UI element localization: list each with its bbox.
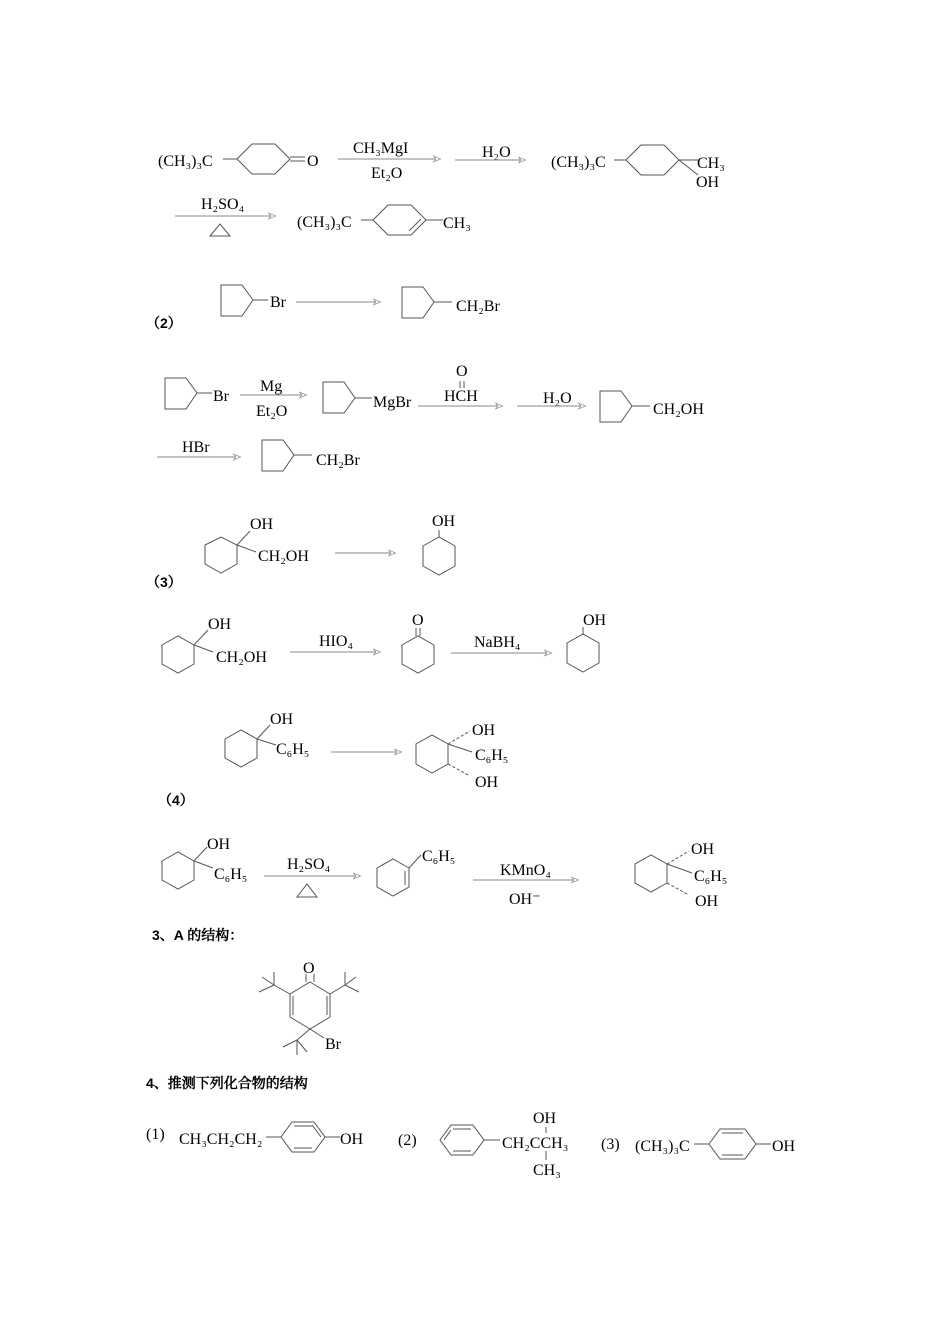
item2-oh: OH bbox=[533, 1110, 557, 1127]
p4-q-product-ph: C₆H₅ bbox=[475, 747, 509, 764]
section3 bbox=[152, 927, 359, 1055]
p2-q-br: Br bbox=[270, 294, 286, 311]
item3-group: (CH₃)₃C bbox=[635, 1138, 690, 1155]
item1-oh: OH bbox=[340, 1131, 364, 1148]
p2-formal-o: O bbox=[456, 363, 468, 380]
p4-reagent-kmno4: KMnO₄ bbox=[500, 862, 551, 879]
p4-reagent-base: OH⁻ bbox=[509, 891, 541, 908]
p1-product-oh: OH bbox=[696, 174, 720, 191]
p4-q-ph: C₆H₅ bbox=[276, 741, 310, 758]
a-bromine: Br bbox=[325, 1036, 341, 1053]
p4-q-product-oh1: OH bbox=[472, 722, 496, 739]
part4-scheme bbox=[158, 711, 727, 910]
heat-triangle-icon-2 bbox=[297, 884, 317, 897]
p2-reagent-water: H₂O bbox=[543, 390, 572, 407]
p4-q-oh: OH bbox=[270, 711, 294, 728]
p2-alcohol: CH₂OH bbox=[653, 401, 704, 418]
a-carbonyl-o: O bbox=[303, 960, 315, 977]
p3-product-oh: OH bbox=[583, 612, 607, 629]
p4-product-ring bbox=[635, 855, 667, 892]
p2-s1-br: Br bbox=[213, 388, 229, 405]
part3-scheme bbox=[146, 513, 607, 673]
a-structure-ring bbox=[290, 982, 330, 1029]
p1-reagent-acid: H₂SO₄ bbox=[201, 196, 245, 213]
p3-product-ring bbox=[567, 634, 599, 672]
p2-grignard: MgBr bbox=[373, 394, 412, 411]
item1-chain: CH₃CH₂CH₂ bbox=[179, 1131, 263, 1148]
p1-product-ch3: CH₃ bbox=[697, 155, 725, 172]
p4-reagent-acid: H₂SO₄ bbox=[287, 856, 331, 873]
p4-alkene-ph: C₆H₅ bbox=[422, 848, 456, 865]
p4-alkene-ring bbox=[377, 859, 409, 896]
item3-oh: OH bbox=[772, 1138, 796, 1155]
part2-scheme bbox=[146, 285, 704, 471]
p3-q-product-oh: OH bbox=[432, 513, 456, 530]
p4-q-product-oh2: OH bbox=[475, 774, 499, 791]
p1-cyclohexanone-ring bbox=[237, 144, 290, 174]
p4-s-ph: C₆H₅ bbox=[214, 866, 248, 883]
p1-alkene-ring bbox=[373, 205, 426, 235]
p2-alcohol-ring bbox=[600, 391, 632, 422]
p3-q-product-ring bbox=[423, 537, 455, 575]
p2-final-ch2br: CH₂Br bbox=[316, 452, 360, 469]
p3-reagent-hio4: HIO₄ bbox=[319, 633, 354, 650]
part3-label: （3） bbox=[146, 574, 182, 590]
item2-chain: CH₂CCH₃ bbox=[502, 1135, 569, 1152]
item2-number: (2) bbox=[398, 1132, 417, 1149]
p2-s1-ring bbox=[165, 378, 197, 409]
item1-number: (1) bbox=[146, 1126, 165, 1143]
p4-s-ring bbox=[162, 852, 194, 889]
p1-alcohol-ring bbox=[626, 145, 679, 175]
p3-s-oh: OH bbox=[208, 616, 232, 633]
p4-q-ring bbox=[225, 730, 257, 767]
p2-reagent-mg: Mg bbox=[260, 378, 283, 395]
p4-product-oh2: OH bbox=[695, 893, 719, 910]
item3-number: (3) bbox=[601, 1136, 620, 1153]
p4-product-ph: C₆H₅ bbox=[694, 868, 728, 885]
p3-s-ring bbox=[162, 636, 194, 673]
p3-reagent-nabh4: NaBH₄ bbox=[474, 634, 521, 651]
p2-reagent-hbr: HBr bbox=[182, 439, 210, 456]
p2-cyclopentyl-ring bbox=[221, 285, 253, 316]
part1-scheme bbox=[158, 140, 725, 236]
heat-triangle-icon bbox=[210, 224, 230, 236]
p1-reagent-ether: Et₂O bbox=[371, 165, 403, 182]
p3-q-oh: OH bbox=[250, 516, 274, 533]
p4-q-product-ring bbox=[416, 735, 448, 773]
section4-heading: 4、推测下列化合物的结构 bbox=[146, 1075, 308, 1091]
p3-q-ring bbox=[205, 537, 237, 573]
p1-final-group: (CH₃)₃C bbox=[297, 214, 352, 231]
p1-final-ch3: CH₃ bbox=[443, 215, 471, 232]
p1-carbonyl-o: O bbox=[307, 153, 319, 170]
p1-reagent-water: H₂O bbox=[482, 144, 511, 161]
p3-ketone-o: O bbox=[412, 612, 424, 629]
p1-reactant-group: (CH₃)₃C bbox=[158, 153, 213, 170]
section3-heading: 3、A 的结构： bbox=[152, 927, 244, 943]
part2-label: （2） bbox=[146, 315, 182, 331]
p1-product-group: (CH₃)₃C bbox=[551, 154, 606, 171]
p2-q-product-ring bbox=[402, 287, 434, 318]
p1-reagent-grignard: CH₃MgI bbox=[353, 140, 409, 157]
p2-reagent-ether: Et₂O bbox=[256, 403, 288, 420]
section4 bbox=[146, 1075, 796, 1179]
p2-formal-hch: HCH bbox=[444, 388, 478, 405]
p4-s-oh: OH bbox=[207, 836, 231, 853]
part4-label: （4） bbox=[158, 792, 194, 808]
p3-ketone-ring bbox=[402, 636, 434, 673]
p2-final-ring bbox=[262, 440, 294, 471]
item2-ch3: CH₃ bbox=[533, 1162, 561, 1179]
p4-product-oh1: OH bbox=[691, 841, 715, 858]
p2-grignard-ring bbox=[323, 382, 355, 413]
p3-s-ch2oh: CH₂OH bbox=[216, 649, 267, 666]
p2-q-ch2br: CH₂Br bbox=[456, 298, 500, 315]
p3-q-ch2oh: CH₂OH bbox=[258, 548, 309, 565]
